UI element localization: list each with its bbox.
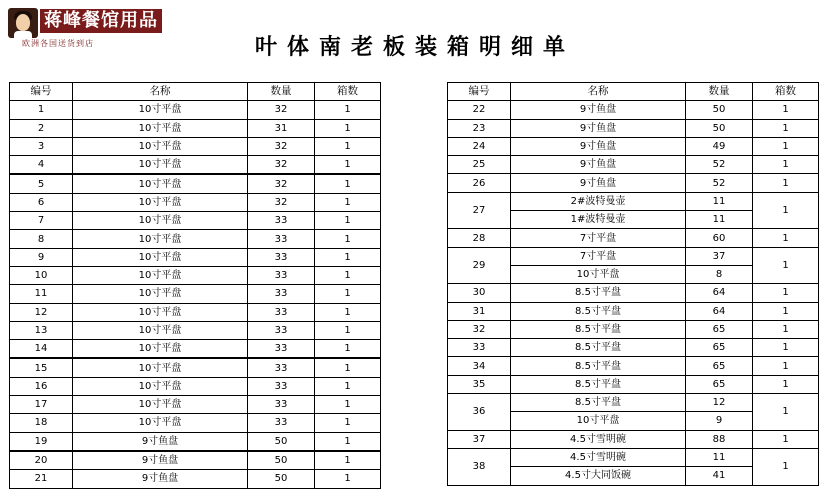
table-row — [448, 119, 819, 137]
item-number-cell: 20 — [10, 451, 73, 470]
item-name-cell: 10寸平盘 — [73, 193, 248, 211]
item-name-cell: 10寸平盘 — [73, 396, 248, 414]
item-number-cell: 11 — [10, 285, 73, 303]
brand-name: 蒋峰餐馆用品 — [40, 9, 162, 33]
box-count-cell: 1 — [753, 119, 819, 137]
table-row — [10, 470, 381, 488]
header-quantity: 数量 — [248, 83, 315, 101]
item-name-cell: 10寸平盘 — [73, 266, 248, 284]
item-quantity-cell: 33 — [248, 377, 315, 395]
box-count-cell: 1 — [315, 432, 381, 451]
item-quantity-cell: 64 — [686, 302, 753, 320]
item-quantity-cell: 50 — [248, 451, 315, 470]
item-name-cell: 10寸平盘 — [73, 303, 248, 321]
item-name-cell: 10寸平盘 — [73, 321, 248, 339]
box-count-cell: 1 — [315, 358, 381, 377]
table-row — [448, 101, 819, 119]
item-number-cell: 8 — [10, 230, 73, 248]
item-quantity-cell: 50 — [248, 470, 315, 488]
item-quantity-cell: 50 — [686, 119, 753, 137]
item-number-cell: 37 — [448, 430, 511, 448]
item-name-cell: 8.5寸平盘 — [511, 284, 686, 302]
item-name-cell: 10寸平盘 — [511, 265, 686, 283]
table-row — [448, 284, 819, 302]
box-count-cell: 1 — [753, 137, 819, 155]
box-count-cell: 1 — [315, 303, 381, 321]
item-name-cell: 9寸鱼盘 — [511, 119, 686, 137]
table-row — [10, 396, 381, 414]
item-name-cell: 7寸平盘 — [511, 229, 686, 247]
table-row — [448, 229, 819, 247]
item-name-cell: 10寸平盘 — [73, 174, 248, 193]
header-name: 名称 — [511, 83, 686, 101]
table-row — [10, 285, 381, 303]
header-quantity: 数量 — [686, 83, 753, 101]
table-row — [10, 101, 381, 119]
box-count-cell: 1 — [753, 339, 819, 357]
item-quantity-cell: 65 — [686, 339, 753, 357]
table-row — [448, 448, 819, 466]
item-name-cell: 10寸平盘 — [511, 412, 686, 430]
box-count-cell: 1 — [315, 248, 381, 266]
box-count-cell: 1 — [315, 137, 381, 155]
table-row — [10, 248, 381, 266]
item-number-cell: 7 — [10, 212, 73, 230]
item-quantity-cell: 32 — [248, 101, 315, 119]
table-row — [10, 119, 381, 137]
item-number-cell: 12 — [10, 303, 73, 321]
box-count-cell: 1 — [753, 156, 819, 174]
table-row — [10, 303, 381, 321]
item-quantity-cell: 32 — [248, 137, 315, 155]
item-name-cell: 10寸平盘 — [73, 119, 248, 137]
item-number-cell: 36 — [448, 394, 511, 431]
table-row — [10, 377, 381, 395]
item-quantity-cell: 33 — [248, 358, 315, 377]
item-quantity-cell: 33 — [248, 321, 315, 339]
item-quantity-cell: 65 — [686, 357, 753, 375]
box-count-cell: 1 — [315, 119, 381, 137]
item-name-cell: 10寸平盘 — [73, 414, 248, 432]
box-count-cell: 1 — [753, 192, 819, 229]
item-number-cell: 10 — [10, 266, 73, 284]
box-count-cell: 1 — [315, 451, 381, 470]
table-row — [448, 394, 819, 412]
box-count-cell: 1 — [315, 396, 381, 414]
item-number-cell: 27 — [448, 192, 511, 229]
box-count-cell: 1 — [753, 448, 819, 485]
item-quantity-cell: 50 — [686, 101, 753, 119]
item-name-cell: 9寸鱼盘 — [73, 470, 248, 488]
item-quantity-cell: 32 — [248, 156, 315, 175]
table-row — [10, 358, 381, 377]
box-count-cell: 1 — [753, 174, 819, 192]
header-boxes: 箱数 — [315, 83, 381, 101]
item-name-cell: 9寸鱼盘 — [73, 451, 248, 470]
item-name-cell: 10寸平盘 — [73, 101, 248, 119]
table-row — [10, 174, 381, 193]
item-number-cell: 4 — [10, 156, 73, 175]
table-row — [448, 339, 819, 357]
item-number-cell: 14 — [10, 340, 73, 359]
box-count-cell: 1 — [315, 174, 381, 193]
item-name-cell: 2#波特曼壶 — [511, 192, 686, 210]
item-quantity-cell: 37 — [686, 247, 753, 265]
item-quantity-cell: 31 — [248, 119, 315, 137]
table-row — [10, 321, 381, 339]
document-title: 叶体南老板装箱明细单 — [254, 35, 575, 60]
item-number-cell: 35 — [448, 375, 511, 393]
table-row — [10, 156, 381, 175]
item-quantity-cell: 65 — [686, 320, 753, 338]
item-name-cell: 1#波特曼壶 — [511, 211, 686, 229]
table-row — [10, 266, 381, 284]
box-count-cell: 1 — [753, 302, 819, 320]
item-number-cell: 30 — [448, 284, 511, 302]
header-number: 编号 — [10, 83, 73, 101]
item-number-cell: 2 — [10, 119, 73, 137]
item-name-cell: 9寸鱼盘 — [511, 137, 686, 155]
item-number-cell: 16 — [10, 377, 73, 395]
item-quantity-cell: 49 — [686, 137, 753, 155]
item-quantity-cell: 33 — [248, 248, 315, 266]
table-row — [10, 340, 381, 359]
item-name-cell: 8.5寸平盘 — [511, 394, 686, 412]
item-quantity-cell: 88 — [686, 430, 753, 448]
box-count-cell: 1 — [315, 321, 381, 339]
item-quantity-cell: 11 — [686, 211, 753, 229]
item-name-cell: 9寸鱼盘 — [511, 156, 686, 174]
item-name-cell: 9寸鱼盘 — [73, 432, 248, 451]
table-row — [448, 156, 819, 174]
item-number-cell: 31 — [448, 302, 511, 320]
item-quantity-cell: 64 — [686, 284, 753, 302]
table-row — [10, 212, 381, 230]
item-name-cell: 7寸平盘 — [511, 247, 686, 265]
item-name-cell: 9寸鱼盘 — [511, 101, 686, 119]
header-name: 名称 — [73, 83, 248, 101]
item-name-cell: 10寸平盘 — [73, 212, 248, 230]
item-quantity-cell: 33 — [248, 303, 315, 321]
header-number: 编号 — [448, 83, 511, 101]
box-count-cell: 1 — [753, 394, 819, 431]
table-row — [10, 230, 381, 248]
item-number-cell: 32 — [448, 320, 511, 338]
item-number-cell: 18 — [10, 414, 73, 432]
item-name-cell: 9寸鱼盘 — [511, 174, 686, 192]
item-name-cell: 10寸平盘 — [73, 358, 248, 377]
item-number-cell: 26 — [448, 174, 511, 192]
item-quantity-cell: 8 — [686, 265, 753, 283]
box-count-cell: 1 — [753, 247, 819, 284]
box-count-cell: 1 — [753, 320, 819, 338]
item-quantity-cell: 52 — [686, 156, 753, 174]
table-row — [448, 137, 819, 155]
item-number-cell: 15 — [10, 358, 73, 377]
brand-slogan: 欧洲各国送货到店 — [22, 39, 94, 48]
item-quantity-cell: 33 — [248, 230, 315, 248]
table-row — [448, 174, 819, 192]
item-quantity-cell: 12 — [686, 394, 753, 412]
table-row — [448, 357, 819, 375]
table-row — [448, 247, 819, 265]
box-count-cell: 1 — [315, 266, 381, 284]
box-count-cell: 1 — [315, 340, 381, 359]
item-number-cell: 3 — [10, 137, 73, 155]
item-name-cell: 4.5寸雪明碗 — [511, 430, 686, 448]
item-number-cell: 5 — [10, 174, 73, 193]
item-quantity-cell: 33 — [248, 266, 315, 284]
item-number-cell: 28 — [448, 229, 511, 247]
item-number-cell: 19 — [10, 432, 73, 451]
item-number-cell: 29 — [448, 247, 511, 284]
item-name-cell: 4.5寸大同饭碗 — [511, 467, 686, 485]
item-number-cell: 6 — [10, 193, 73, 211]
item-number-cell: 21 — [10, 470, 73, 488]
header-boxes: 箱数 — [753, 83, 819, 101]
packing-table-left — [9, 82, 381, 489]
item-name-cell: 10寸平盘 — [73, 340, 248, 359]
header-row — [10, 83, 381, 101]
header-row — [448, 83, 819, 101]
box-count-cell: 1 — [315, 156, 381, 175]
box-count-cell: 1 — [315, 285, 381, 303]
item-name-cell: 8.5寸平盘 — [511, 357, 686, 375]
table-row — [448, 430, 819, 448]
item-name-cell: 8.5寸平盘 — [511, 302, 686, 320]
box-count-cell: 1 — [753, 430, 819, 448]
item-number-cell: 1 — [10, 101, 73, 119]
item-quantity-cell: 32 — [248, 193, 315, 211]
item-number-cell: 38 — [448, 448, 511, 485]
item-name-cell: 10寸平盘 — [73, 377, 248, 395]
packing-table-right — [447, 82, 819, 486]
item-quantity-cell: 52 — [686, 174, 753, 192]
table-row — [10, 137, 381, 155]
box-count-cell: 1 — [315, 414, 381, 432]
item-number-cell: 17 — [10, 396, 73, 414]
item-number-cell: 23 — [448, 119, 511, 137]
item-number-cell: 34 — [448, 357, 511, 375]
item-quantity-cell: 33 — [248, 396, 315, 414]
box-count-cell: 1 — [315, 230, 381, 248]
box-count-cell: 1 — [753, 357, 819, 375]
box-count-cell: 1 — [315, 101, 381, 119]
box-count-cell: 1 — [315, 377, 381, 395]
box-count-cell: 1 — [753, 375, 819, 393]
table-row — [448, 375, 819, 393]
box-count-cell: 1 — [753, 284, 819, 302]
table-row — [10, 451, 381, 470]
item-quantity-cell: 50 — [248, 432, 315, 451]
item-number-cell: 25 — [448, 156, 511, 174]
box-count-cell: 1 — [753, 101, 819, 119]
item-name-cell: 8.5寸平盘 — [511, 375, 686, 393]
item-quantity-cell: 32 — [248, 174, 315, 193]
table-row — [10, 432, 381, 451]
table-row — [448, 192, 819, 210]
item-name-cell: 8.5寸平盘 — [511, 339, 686, 357]
item-quantity-cell: 60 — [686, 229, 753, 247]
item-quantity-cell: 65 — [686, 375, 753, 393]
item-quantity-cell: 11 — [686, 192, 753, 210]
item-number-cell: 33 — [448, 339, 511, 357]
item-number-cell: 24 — [448, 137, 511, 155]
table-row — [448, 302, 819, 320]
box-count-cell: 1 — [315, 470, 381, 488]
box-count-cell: 1 — [753, 229, 819, 247]
item-number-cell: 9 — [10, 248, 73, 266]
item-number-cell: 22 — [448, 101, 511, 119]
item-quantity-cell: 33 — [248, 340, 315, 359]
item-quantity-cell: 33 — [248, 285, 315, 303]
item-number-cell: 13 — [10, 321, 73, 339]
item-name-cell: 10寸平盘 — [73, 285, 248, 303]
box-count-cell: 1 — [315, 193, 381, 211]
item-quantity-cell: 33 — [248, 212, 315, 230]
item-quantity-cell: 9 — [686, 412, 753, 430]
item-name-cell: 8.5寸平盘 — [511, 320, 686, 338]
item-quantity-cell: 33 — [248, 414, 315, 432]
table-row — [10, 414, 381, 432]
item-name-cell: 4.5寸雪明碗 — [511, 448, 686, 466]
table-row — [10, 193, 381, 211]
item-name-cell: 10寸平盘 — [73, 248, 248, 266]
box-count-cell: 1 — [315, 212, 381, 230]
item-name-cell: 10寸平盘 — [73, 230, 248, 248]
item-name-cell: 10寸平盘 — [73, 156, 248, 175]
item-name-cell: 10寸平盘 — [73, 137, 248, 155]
item-quantity-cell: 11 — [686, 448, 753, 466]
item-quantity-cell: 41 — [686, 467, 753, 485]
table-row — [448, 320, 819, 338]
